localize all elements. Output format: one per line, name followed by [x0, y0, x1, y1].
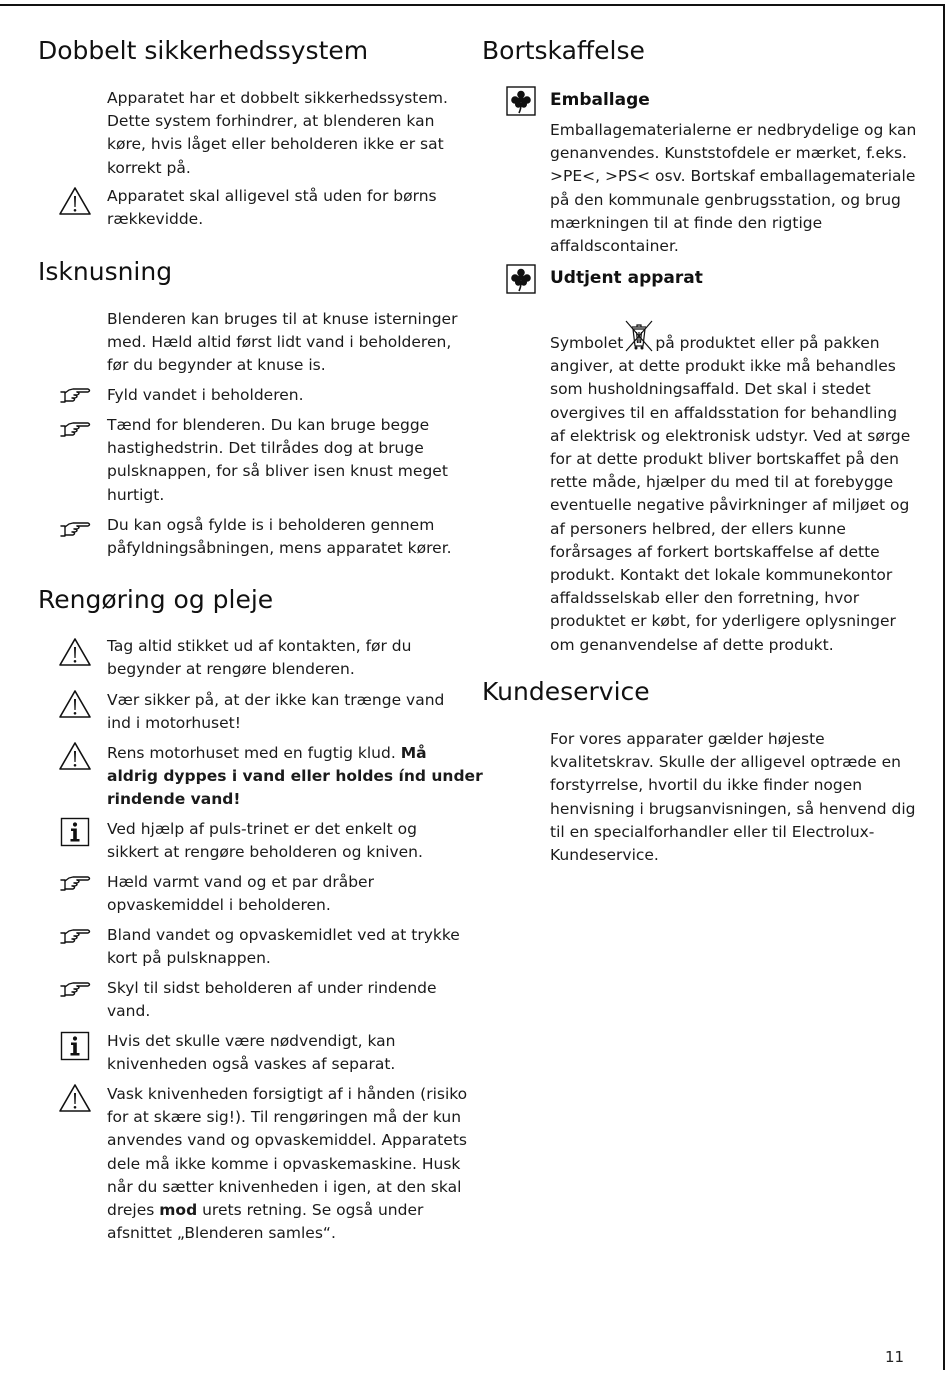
heading-dobbelt-sikkerhedssystem: Dobbelt sikkerhedssystem: [38, 36, 369, 65]
step-haeld-vand: Hæld varmt vand og et par dråber opvaskemiddel i beholderen.: [107, 873, 374, 915]
info-text-puls: Ved hjælp af puls-trinet er det enkelt og sikkert at rengøre beholderen og kniven.: [107, 820, 423, 862]
recycling-clover-icon: [506, 264, 536, 294]
warning-text-fugtig-klud: Rens motorhuset med en fugtig klud. Må aldrig dyppes i vand eller holdes índ under rindende vand!: [107, 744, 483, 809]
pointing-hand-icon: [60, 874, 92, 892]
warning-text-motorhus: Vær sikker på, at der ikke kan trænge vand ind i motorhuset!: [107, 691, 445, 733]
subheading-emballage: Emballage: [550, 90, 650, 110]
info-text-knivenhed: Hvis det skulle være nødvendigt, kan knivenheden også vaskes af separat.: [107, 1032, 396, 1074]
recycling-clover-icon: [506, 86, 536, 116]
paragraph-udtjent-apparat: Symbolet på produktet eller på pakken angiver, at dette produkt ikke må behandles som husholdningsaffald. Det skal i stedet overgives til en affaldsstation for behandling af elektrisk og elektronisk udstyr. Ved at sørge for at dette produkt bliver bortskaffet på den rette måde, hjælper du med til at forebygge eventuelle negative påvirkninger af miljøet og af personers helbred, der ellers kunne forårsages af forkert bortskaffelse af dette produkt. Kontakt det lokale kommunekontor affaldsselskab eller den forretning, hvor produktet er købt, for yderligere oplysninger om genanvendelse af dette produkt.: [550, 328, 910, 657]
paragraph-emballage: Emballagematerialerne er nedbrydelige og kan genanvendes. Kunststofdele er mærket, f.eks. >PE<, >PS< osv. Bortskaf emballagemateriale på den kommunale genbrugsstation, og brug mærkningen til at finde den rigtige affaldscontainer.: [550, 121, 917, 256]
step-fyld-is: Du kan også fylde is i beholderen gennem påfyldningsåbningen, mens apparatet kører.: [107, 516, 452, 558]
page-frame-top: [0, 4, 944, 6]
paragraph-isknusning-intro: Blenderen kan bruges til at knuse isterninger med. Hæld altid først lidt vand i beholderen, før du begynder at knuse is.: [107, 310, 458, 375]
warning-icon: [58, 186, 92, 216]
warning-text-children: Apparatet skal alligevel stå uden for børns rækkevidde.: [107, 187, 437, 229]
paragraph-kundeservice: For vores apparater gælder højeste kvalitetskrav. Skulle der alligevel optræde en forstyrrelse, hvortil du ikke finder nogen henvisning i brugsanvisningen, så henvend dig til en specialforhandler eller til Electrolux- Kundeservice.: [550, 730, 916, 865]
info-icon: [60, 1031, 90, 1061]
pointing-hand-icon: [60, 420, 92, 438]
pointing-hand-icon: [60, 980, 92, 998]
heading-kundeservice: Kundeservice: [482, 677, 650, 706]
warning-icon: [58, 1083, 92, 1113]
pointing-hand-icon: [60, 520, 92, 538]
crossed-bin-weee-icon: [623, 328, 655, 350]
step-taend-blender: Tænd for blenderen. Du kan bruge begge hastighedstrin. Det tilrådes dog at bruge pulsknappen, for så bliver isen knust meget hurtigt.: [107, 416, 448, 504]
pointing-hand-icon: [60, 927, 92, 945]
info-icon: [60, 817, 90, 847]
heading-rengoring-og-pleje: Rengøring og pleje: [38, 585, 274, 614]
warning-icon: [58, 637, 92, 667]
step-skyl: Skyl til sidst beholderen af under rindende vand.: [107, 979, 437, 1021]
step-fyld-vand: Fyld vandet i beholderen.: [107, 386, 304, 404]
heading-isknusning: Isknusning: [38, 257, 173, 286]
warning-icon: [58, 689, 92, 719]
warning-icon: [58, 741, 92, 771]
page-number: 11: [885, 1348, 905, 1366]
paragraph-dobbelt-intro: Apparatet har et dobbelt sikkerhedssystem. Dette system forhindrer, at blenderen kan køre, hvis låget eller beholderen ikke er sat korrekt på.: [107, 89, 448, 177]
warning-text-stik: Tag altid stikket ud af kontakten, før du begynder at rengøre blenderen.: [107, 637, 412, 679]
step-bland-vand: Bland vandet og opvaskemidlet ved at trykke kort på pulsknappen.: [107, 926, 460, 968]
subheading-udtjent-apparat: Udtjent apparat: [550, 268, 703, 288]
page-frame-right: [943, 4, 945, 1370]
pointing-hand-icon: [60, 386, 92, 404]
warning-text-vask-kniv: Vask knivenheden forsigtigt af i hånden (risiko for at skære sig!). Til rengøringen må der kun anvendes vand og opvaskemiddel. Apparatets dele må ikke komme i opvaskemaskine. Husk når du sætter knivenheden i igen, at den skal drejes mod urets retning. Se også under afsnittet „Blenderen samles“.: [107, 1085, 468, 1243]
heading-bortskaffelse: Bortskaffelse: [482, 36, 645, 65]
